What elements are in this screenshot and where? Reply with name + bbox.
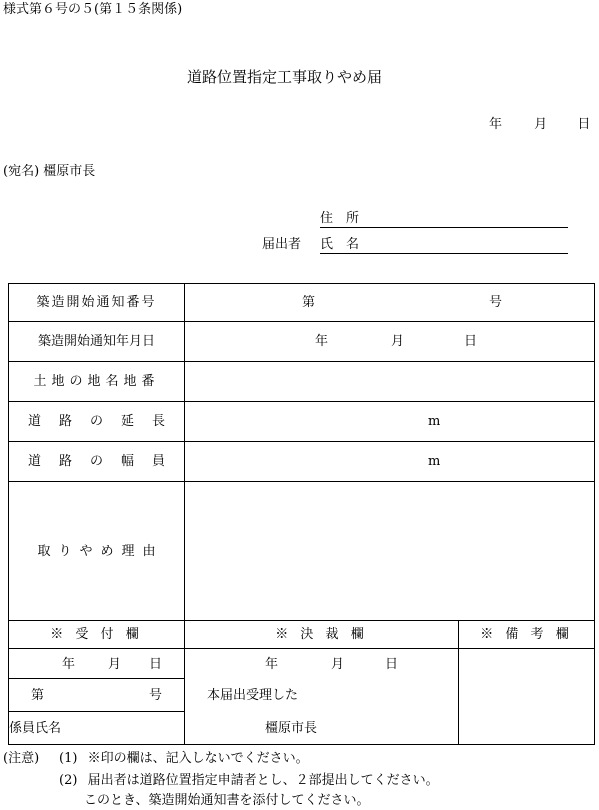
reception-date-cell bbox=[9, 649, 185, 679]
reception-header: ※ 受 付 欄 bbox=[9, 621, 185, 649]
table-row bbox=[9, 649, 595, 679]
addressee: (宛名) 橿原市長 bbox=[3, 164, 96, 179]
table-row bbox=[9, 284, 595, 322]
row-label-land-lot: 土地の地名地番 bbox=[9, 362, 185, 402]
reception-date-month: 月 bbox=[108, 657, 122, 672]
notice-number-cell bbox=[185, 284, 595, 322]
applicant-label: 届出者 bbox=[262, 237, 302, 252]
road-length-unit: m bbox=[428, 414, 441, 429]
notice-date-day: 日 bbox=[464, 334, 478, 349]
decision-text: 本届出受理した bbox=[207, 688, 299, 703]
remarks-cell bbox=[459, 649, 595, 745]
road-width-cell bbox=[185, 442, 595, 482]
decision-signer: 橿原市長 bbox=[265, 721, 318, 736]
notice-date-year: 年 bbox=[315, 334, 329, 349]
note-2-number: (2) bbox=[59, 773, 78, 788]
notice-number-prefix: 第 bbox=[302, 295, 316, 310]
row-label-reason: 取りやめ理由 bbox=[9, 482, 185, 621]
note-2 bbox=[59, 774, 439, 787]
address-line bbox=[320, 227, 568, 228]
decision-date-year: 年 bbox=[265, 657, 279, 672]
reception-number-cell bbox=[9, 679, 185, 712]
date-month: 月 bbox=[534, 117, 548, 132]
road-width-unit: m bbox=[428, 454, 441, 469]
table-row bbox=[9, 362, 595, 402]
land-lot-cell bbox=[185, 362, 595, 402]
name-line bbox=[320, 253, 568, 254]
notes-label: (注意) bbox=[3, 751, 40, 766]
row-label-road-width: 道路の幅員 bbox=[9, 442, 185, 482]
remarks-header: ※ 備 考 欄 bbox=[459, 621, 595, 649]
date-day: 日 bbox=[577, 117, 591, 132]
table-row bbox=[9, 402, 595, 442]
reception-date-day: 日 bbox=[149, 657, 163, 672]
reception-number-prefix: 第 bbox=[31, 688, 45, 703]
date-line bbox=[489, 118, 590, 131]
notice-number-suffix: 号 bbox=[489, 295, 503, 310]
decision-header: ※ 決 裁 欄 bbox=[185, 621, 459, 649]
note-1 bbox=[59, 752, 309, 765]
row-label-road-length: 道路の延長 bbox=[9, 402, 185, 442]
address-label: 住 所 bbox=[320, 211, 360, 226]
notice-date-month: 月 bbox=[391, 334, 405, 349]
decision-date-day: 日 bbox=[385, 657, 399, 672]
form-table bbox=[8, 283, 595, 745]
note-1-number: (1) bbox=[59, 751, 78, 766]
date-year: 年 bbox=[489, 117, 503, 132]
note-2-text: 届出者は道路位置指定申請者とし、２部提出してください。 bbox=[87, 773, 439, 788]
table-row bbox=[9, 442, 595, 482]
page-title: 道路位置指定工事取りやめ届 bbox=[187, 68, 383, 86]
reception-staff-label: 係員氏名 bbox=[9, 721, 62, 736]
reception-staff-cell bbox=[9, 712, 185, 745]
reception-number-suffix: 号 bbox=[149, 688, 163, 703]
decision-cell bbox=[185, 649, 459, 745]
road-length-cell bbox=[185, 402, 595, 442]
table-row bbox=[9, 322, 595, 362]
reason-cell bbox=[185, 482, 595, 621]
reception-date-year: 年 bbox=[62, 657, 76, 672]
name-label: 氏 名 bbox=[320, 237, 360, 252]
note-1-text: ※印の欄は、記入しないでください。 bbox=[87, 751, 309, 766]
table-row bbox=[9, 482, 595, 621]
decision-date-month: 月 bbox=[331, 657, 345, 672]
row-label-notice-date: 築造開始通知年月日 bbox=[9, 322, 185, 362]
table-row bbox=[9, 621, 595, 649]
row-label-notice-number: 築造開始通知番号 bbox=[9, 284, 185, 322]
note-2-continuation: このとき、築造開始通知書を添付してください。 bbox=[84, 793, 370, 808]
form-number: 様式第６号の５(第１５条関係) bbox=[3, 2, 183, 17]
notice-date-cell bbox=[185, 322, 595, 362]
